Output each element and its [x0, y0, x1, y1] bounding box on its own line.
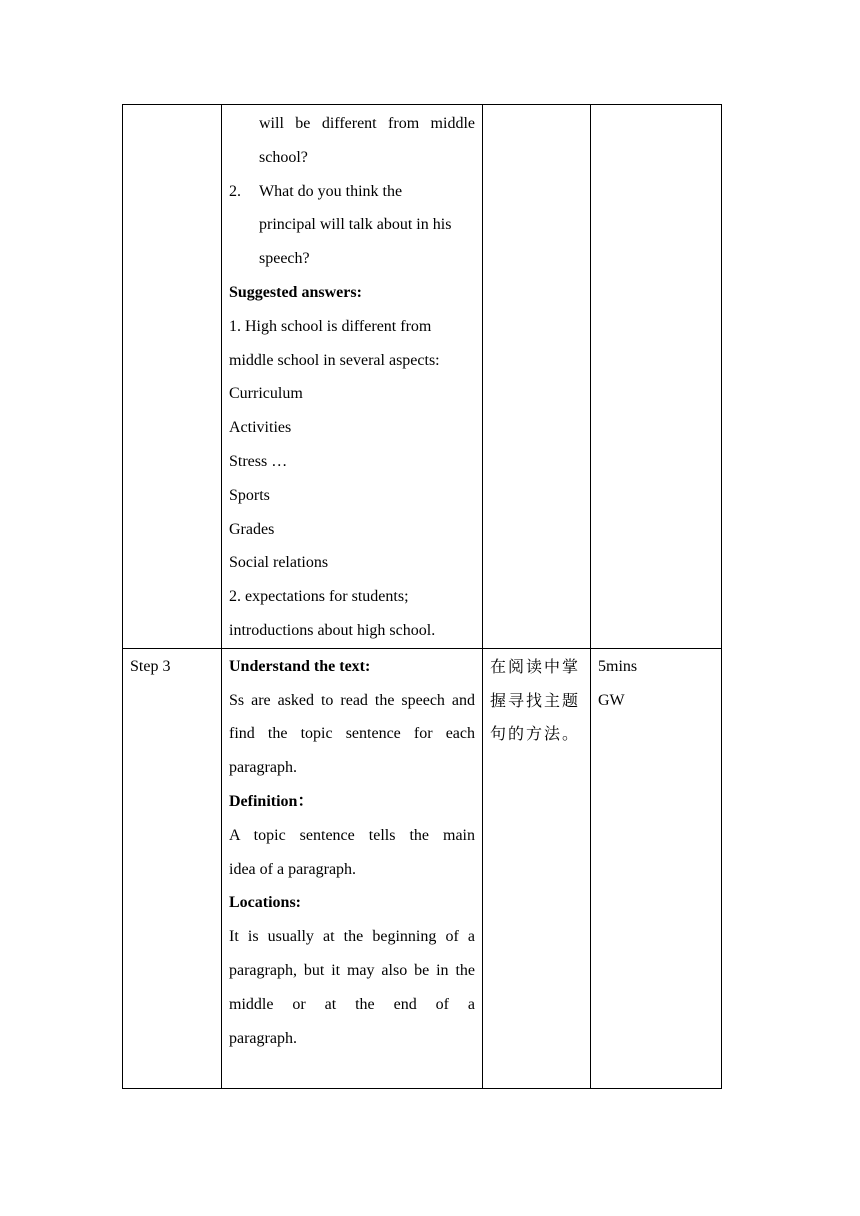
time-cell — [591, 648, 722, 1088]
answer-line: 2. expectations for students; — [229, 588, 409, 606]
lesson-plan-table — [122, 104, 722, 1089]
table-row — [123, 105, 722, 649]
definition-heading: Definition： — [229, 792, 314, 810]
step-label: Step 3 — [130, 657, 171, 675]
mode-label: GW — [598, 691, 625, 709]
purpose-line: 在阅读中掌 — [490, 656, 581, 676]
locations-line: It is usually at the beginning of a — [229, 928, 475, 946]
step-cell — [123, 648, 222, 1088]
aspect-item: Curriculum — [229, 385, 303, 403]
activity-cell — [222, 648, 483, 1088]
question-1-line: school? — [259, 148, 308, 166]
locations-heading: Locations: — [229, 894, 301, 912]
task-line: find the topic sentence for each — [229, 725, 475, 743]
activity-cell — [222, 105, 483, 649]
aspect-item: Social relations — [229, 554, 329, 572]
question-2-line: What do you think the — [259, 182, 403, 200]
purpose-cell — [483, 648, 591, 1088]
answer-line: 1. High school is different from — [229, 317, 432, 335]
question-2 — [229, 175, 475, 209]
aspect-item: Stress … — [229, 452, 288, 470]
question-2-line: principal will talk about in his — [259, 216, 452, 234]
step-cell — [123, 105, 222, 649]
table-row — [123, 648, 722, 1088]
task-line: Ss are asked to read the speech and — [229, 691, 475, 709]
purpose-line: 句的方法。 — [490, 724, 581, 744]
locations-line: paragraph, but it may also be in the — [229, 961, 475, 979]
aspect-item: Grades — [229, 520, 275, 538]
locations-line: paragraph. — [229, 1029, 297, 1047]
definition-line: A topic sentence tells the main — [229, 826, 475, 844]
question-1-line: will be different from middle — [259, 115, 475, 132]
task-line: paragraph. — [229, 759, 297, 777]
aspect-item: Activities — [229, 419, 292, 437]
aspect-item: Sports — [229, 486, 270, 504]
locations-line: middle or at the end of a — [229, 995, 475, 1013]
definition-line: idea of a paragraph. — [229, 860, 357, 878]
suggested-answers-heading: Suggested answers: — [229, 283, 362, 301]
question-2-line: speech? — [259, 250, 310, 268]
question-number: 2. — [229, 182, 241, 200]
time-label: 5mins — [598, 657, 638, 675]
purpose-line: 握寻找主题 — [490, 690, 581, 710]
answer-line: middle school in several aspects: — [229, 351, 440, 369]
section-heading: Understand the text: — [229, 657, 371, 675]
time-cell — [591, 105, 722, 649]
purpose-cell — [483, 105, 591, 649]
answer-line: introductions about high school. — [229, 621, 436, 639]
